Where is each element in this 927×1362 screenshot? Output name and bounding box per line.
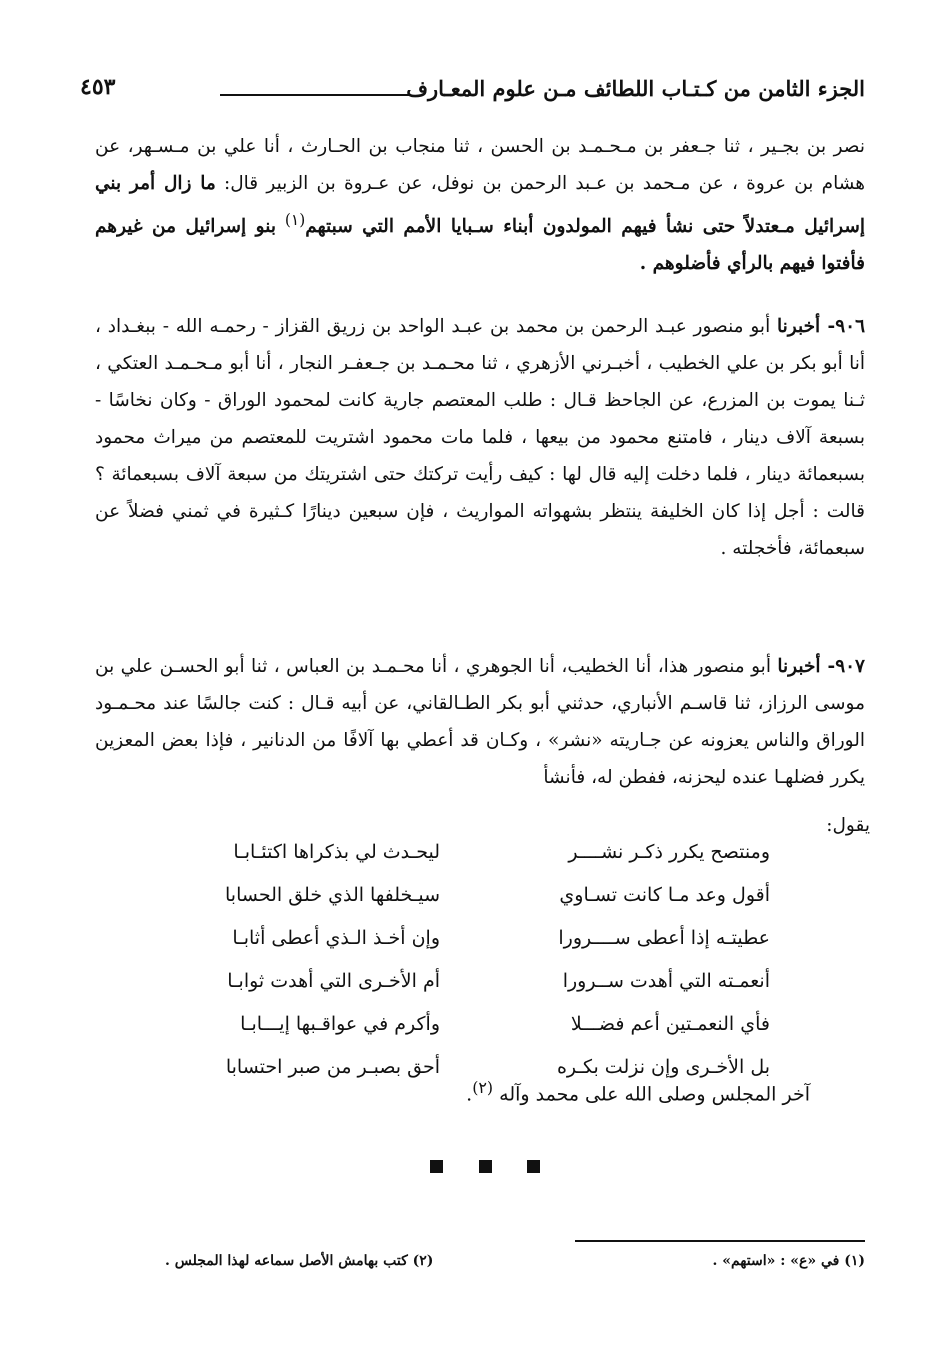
p3-number: ٩٠٧- xyxy=(820,656,865,677)
hemistich-first: أقول وعد مـا كانت تسـاوي xyxy=(559,883,770,906)
verse xyxy=(160,873,770,916)
separator-square xyxy=(430,1160,443,1173)
poem xyxy=(160,830,770,1088)
hemistich-second: وأكرم في عواقـبها إيـــابـا xyxy=(240,1012,440,1035)
p3-text: أبو منصور هذا، أنا الخطيب، أنا الجوهري ، أنا محـمـد بن العباس ، ثنا أبو الحسـن علي بن موسى الرزاز، ثنا قاسـم الأنباري، حدثني أبو بكر الطـالقاني، عن أبيه قـال : كنت جالسًا عند محـمـود الوراق والناس يعزونه عن جـاريته «نشر» ، وكـان قد أعطي بها آلافًا من الدنانير ، فإذا بعض المعزين يكرر فضلهـا عنده ليحزنه، ففطن له، فأنشأ xyxy=(95,656,865,788)
page-number: ٤٥٣ xyxy=(80,74,116,100)
verse xyxy=(160,830,770,873)
hemistich-second: وإن أخـذ الـذي أعطى أثابـا xyxy=(232,926,440,949)
hemistich-second: ليحـدث لي بذكراها اكتئـابـا xyxy=(233,840,440,863)
p1-line-3-prefix: قال: xyxy=(215,173,259,194)
hemistich-first: أنعمـته التي أهدت ســرورا xyxy=(562,969,770,992)
footnote-2: (٢) كتب بهامش الأصل سماعه لهذا المجلس . xyxy=(165,1253,434,1269)
header-rule xyxy=(220,94,410,96)
footnote-ref-1: (١) xyxy=(284,211,306,229)
hemistich-second: أم الأخـرى التي أهدت ثوابـا xyxy=(227,969,440,992)
p1-line-1: نصر بن بجـير ، ثنا جـعفر بن مـحـمـد بن الحسن ، ثنا منجاب بن الحـارث ، أنا علي بن xyxy=(197,136,865,157)
p1-quote: ما زال أمر بني إسرائيل مـعتدلاً حتى نشأ فيهم المولدون أبناء سـبايا الأمم التي سبتهم xyxy=(95,173,865,238)
p3-tail: يقول: xyxy=(826,815,870,836)
p1-line-4: بنو إسرائيل من غيرهم فأفتوا فيهم بالرأي فأضلوهم . xyxy=(95,216,865,275)
running-title: الجزء الثامن من كـتـاب اللطائف مـن علوم المعـارف xyxy=(406,76,865,101)
hemistich-first: بل الأخـرى وإن نزلت بكـره xyxy=(556,1055,770,1078)
closing-text: آخر المجلس وصلى الله على محمد وآله xyxy=(499,1083,810,1106)
closing-line xyxy=(300,1078,810,1105)
separator-square xyxy=(527,1160,540,1173)
page-header xyxy=(80,72,865,112)
p2-number: ٩٠٦- xyxy=(820,316,866,337)
footnote-1: (١) في «ع» : «استهم» . xyxy=(712,1253,865,1269)
paragraph-1 xyxy=(95,128,865,282)
hemistich-first: ومنتصح يكرر ذكـر نشــــر xyxy=(568,840,770,863)
closing-end: . xyxy=(466,1083,473,1106)
footnote-ref-2: (٢) xyxy=(472,1078,494,1097)
paragraph-907 xyxy=(95,648,865,796)
paragraph-906 xyxy=(95,308,865,567)
p3-lead: أخبرنا xyxy=(777,656,821,677)
section-separator xyxy=(430,1160,540,1173)
hemistich-first: فأي النعمـتين أعم فضـــلا xyxy=(570,1012,770,1035)
p1-line-2: مـسـهر، عن هشام بن عروة ، عن مـحمد بن عـبد الرحمن بن نوفل، عن عـروة بن الزبير xyxy=(95,136,865,194)
verse xyxy=(160,916,770,959)
hemistich-first: عطيتـه إذا أعطى ســــرورا xyxy=(558,926,770,949)
p2-lead: أخبرنا xyxy=(777,316,821,337)
p2-text: أبو منصور عبـد الرحمن بن محمد بن عبـد الواحد بن زريق القزاز - رحمـه الله - ببغـداد ، أنا أبو بكر بن علي الخطيب ، أخبـرني الأزهري ، ثنا محـمـد بن جـعفـر النجار ، أنا أبو مـحـمـد العتكي ، ثـنا يموت بن المزرع، عن الجاحظ قـال : طلب المعتصم جارية كانت لمحمود الوراق - وكان نخاسًا - بسبعة آلاف دينار ، فامتنع محمود من بيعها ، فلما مات محمود اشتريت للمعتصم من ميراث محمود بسبعمائة دينار ، فلما دخلت إليه قال لها : كيف رأيت تركتك حتى اشتريتك من سبعة آلاف بسبعمائة ؟ قالت : أجل إذا كان الخليفة ينتظر بشهواته المواريث ، فإن سبعين دينارًا كـثيرة في ثمني فضلاً عن سبعمائة، فأخجلته . xyxy=(95,316,865,559)
verse xyxy=(160,1002,770,1045)
separator-square xyxy=(479,1160,492,1173)
footnote-rule xyxy=(575,1240,865,1242)
verse xyxy=(160,959,770,1002)
hemistich-second: أحق بصبـر من صبر احتسابا xyxy=(225,1055,440,1078)
footnotes xyxy=(165,1253,865,1269)
hemistich-second: سيـخلفها الذي خلق الحسابا xyxy=(225,883,440,906)
